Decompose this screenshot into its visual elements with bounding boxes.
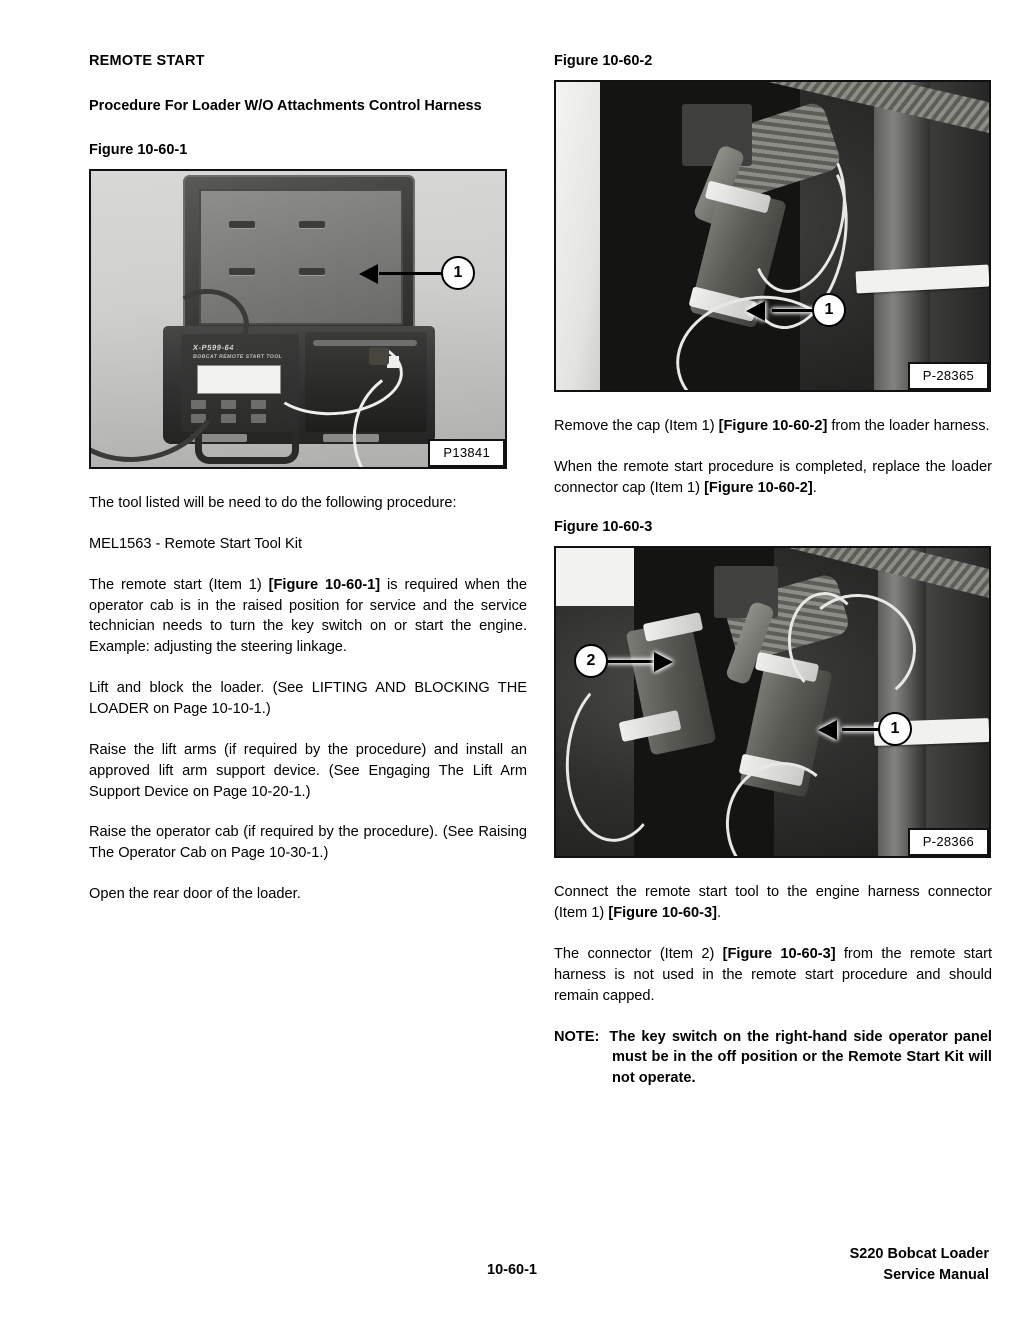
case-handle	[195, 429, 299, 464]
figure-1-image	[89, 169, 507, 469]
callout-1-number: 1	[824, 300, 834, 318]
footer-manual-title	[850, 1244, 989, 1286]
panel-brand-text: BOBCAT REMOTE START TOOL	[192, 353, 283, 360]
figure-1-photo-id: P13841	[428, 439, 505, 467]
callout-1-arrowhead	[359, 264, 378, 284]
paragraph-replace-cap	[554, 457, 992, 499]
paragraph-connector-2	[554, 944, 992, 1007]
figure-3-image	[554, 546, 991, 858]
frame-post	[878, 548, 926, 856]
paragraph-remote-start	[89, 575, 527, 658]
callout-1-arrowhead	[746, 301, 765, 321]
panel-button	[251, 400, 266, 409]
note-block	[554, 1027, 992, 1090]
text-part: .	[812, 479, 817, 496]
figure-ref: [Figure 10-60-2]	[718, 417, 828, 434]
paragraph-rear-door: Open the rear door of the loader.	[89, 886, 301, 903]
text-part: from the remote start harness is not used in the remote start procedure and should remain capped.	[554, 945, 993, 1004]
callout-1	[812, 293, 846, 327]
note-label: NOTE:	[554, 1028, 600, 1045]
panel-button	[251, 414, 266, 423]
cable-connector	[369, 347, 389, 365]
lid-slot	[299, 268, 325, 275]
callout-1-arrowhead	[818, 720, 837, 740]
paragraph-tool-kit: MEL1563 - Remote Start Tool Kit	[89, 535, 303, 552]
figure-1-caption: Figure 10-60-1	[89, 142, 188, 159]
paragraph-lift-block: Lift and block the loader. (See LIFTING AND BLOCKING THE LOADER on Page 10-10-1.)	[89, 680, 527, 717]
text-part: .	[717, 905, 722, 922]
figure-2-image	[554, 80, 991, 392]
figure-ref: [Figure 10-60-1]	[268, 576, 381, 593]
callout-2-arrowhead	[654, 652, 673, 672]
footer-manual-line-1: S220 Bobcat Loader	[849, 1246, 989, 1262]
callout-2-leader	[606, 660, 658, 663]
cab-panel	[556, 548, 634, 606]
figure-ref: [Figure 10-60-3]	[722, 945, 836, 962]
figure-2-caption: Figure 10-60-2	[554, 53, 653, 69]
text-part: from the loader harness.	[827, 417, 990, 434]
paragraph-lift-arms: Raise the lift arms (if required by the procedure) and install an approved lift arm support device. (See Engaging The Lift Arm Support Device on Page 10-20-1.)	[89, 741, 527, 800]
lid-slot	[229, 221, 255, 228]
cab-panel	[556, 82, 600, 390]
footer-page-number: 10-60-1	[487, 1262, 537, 1278]
figure-ref: [Figure 10-60-3]	[608, 905, 717, 922]
figure-ref: [Figure 10-60-2]	[704, 479, 813, 496]
left-column	[89, 52, 527, 905]
text-part: is required when the operator cab is in the raised position for service and the service technician needs to turn the key switch on or start the engine. Example: adjusting the steering linkage.	[89, 576, 527, 656]
callout-2-number: 2	[586, 652, 596, 670]
figure-3-photo-id: P-28366	[908, 828, 989, 856]
callout-1-number: 1	[453, 263, 463, 281]
text-part: The connector (Item 2)	[554, 945, 723, 962]
lid-slot	[299, 221, 325, 228]
paragraph-remove-cap	[554, 416, 992, 437]
lid-slot	[229, 268, 255, 275]
callout-1-number: 1	[890, 720, 900, 738]
note-text: The key switch on the right-hand side operator panel must be in the off position or the Remote Start Kit will not operate.	[609, 1028, 992, 1087]
footer-manual-line-2: Service Manual	[883, 1267, 989, 1284]
right-column	[554, 52, 992, 1089]
paragraph-connect-tool	[554, 882, 992, 924]
panel-model-text: X-P599-643	[192, 342, 240, 352]
frame-post	[874, 82, 930, 390]
page-title: REMOTE START	[89, 53, 205, 69]
subsection-title: Procedure For Loader W/O Attachments Control Harness	[89, 98, 482, 115]
text-part: Connect the remote start tool to the engine harness connector (Item 1)	[554, 884, 992, 922]
paragraph-operator-cab: Raise the operator cab (if required by the procedure). (See Raising The Operator Cab on Page 10-30-1.)	[89, 824, 527, 862]
panel-button	[221, 414, 236, 423]
panel-button	[221, 400, 236, 409]
figure-3-caption: Figure 10-60-3	[554, 519, 653, 536]
paragraph-tool-listed: The tool listed will be need to do the following procedure:	[89, 494, 457, 511]
figure-2-photo-id: P-28365	[908, 362, 989, 390]
callout-1-leader	[379, 272, 443, 275]
text-part: The remote start (Item 1)	[89, 576, 269, 593]
callout-1	[441, 256, 475, 290]
text-part: When the remote start procedure is completed, replace the loader connector cap (Item 1)	[554, 458, 992, 496]
text-part: Remove the cap (Item 1)	[554, 417, 719, 434]
